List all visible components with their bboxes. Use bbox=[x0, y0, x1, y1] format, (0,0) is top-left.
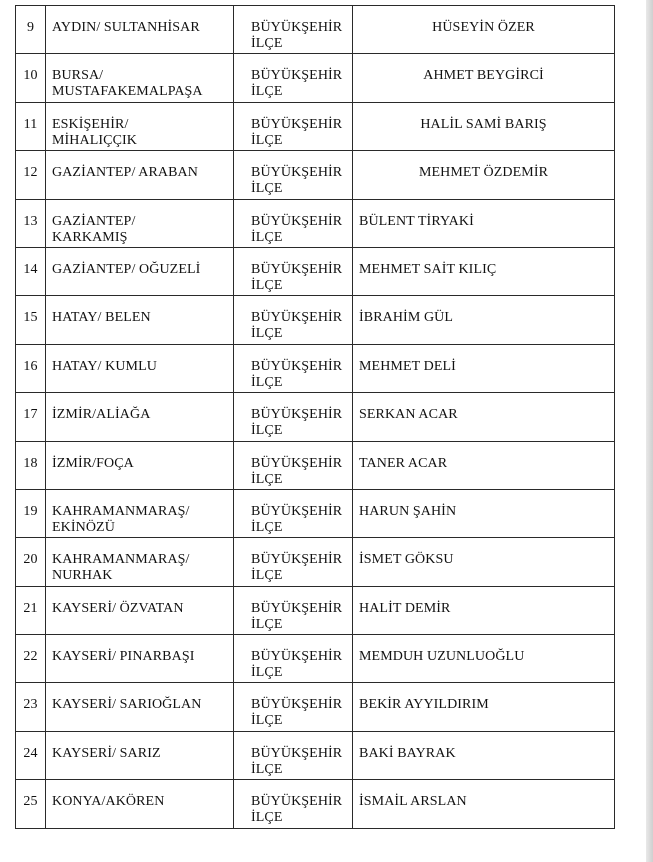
mayor-name-text: İBRAHİM GÜL bbox=[359, 310, 454, 326]
row-number-text: 14 bbox=[23, 261, 38, 277]
row-number-text: 25 bbox=[23, 794, 38, 810]
municipality-type-cell bbox=[234, 344, 353, 392]
table-row bbox=[16, 199, 615, 247]
row-number-text: 9 bbox=[26, 20, 35, 35]
province-district-cell bbox=[46, 344, 234, 392]
province-district-text: İZMİR/ALİAĞA bbox=[52, 407, 151, 423]
mayor-name-text: MEHMET DELİ bbox=[359, 358, 456, 374]
province-district-text: GAZİANTEP/ OĞUZELİ bbox=[52, 261, 201, 277]
row-number-cell bbox=[16, 199, 46, 247]
mayor-name-cell bbox=[353, 54, 615, 102]
province-district-text: GAZİANTEP/ ARABAN bbox=[52, 165, 198, 181]
municipality-type-text: BÜYÜKŞEHİR İLÇE bbox=[251, 649, 343, 681]
province-district-cell bbox=[46, 635, 234, 683]
row-number-cell bbox=[16, 247, 46, 295]
municipality-type-cell bbox=[234, 54, 353, 102]
row-number-cell bbox=[16, 296, 46, 344]
province-district-cell bbox=[46, 199, 234, 247]
row-number-cell bbox=[16, 344, 46, 392]
province-district-text: KAYSERİ/ SARIZ bbox=[52, 745, 161, 761]
province-district-cell bbox=[46, 102, 234, 150]
municipality-type-text: BÜYÜKŞEHİR İLÇE bbox=[251, 213, 343, 245]
mayor-name-text: İSMET GÖKSU bbox=[359, 552, 454, 568]
municipality-type-text: BÜYÜKŞEHİR İLÇE bbox=[251, 20, 343, 51]
mayor-name-text: HALİL SAMİ BARIŞ bbox=[420, 116, 547, 132]
province-district-text: HATAY/ BELEN bbox=[52, 310, 151, 326]
table-row bbox=[16, 393, 615, 441]
row-number-text: 16 bbox=[23, 358, 38, 374]
mayor-name-text: MEHMET ÖZDEMİR bbox=[418, 165, 549, 181]
row-number-cell bbox=[16, 6, 46, 54]
mayor-name-cell bbox=[353, 102, 615, 150]
mayor-name-cell bbox=[353, 199, 615, 247]
province-district-text: KAYSERİ/ PINARBAŞI bbox=[52, 649, 195, 665]
province-district-cell bbox=[46, 683, 234, 731]
row-number-text: 10 bbox=[23, 68, 38, 84]
table-row bbox=[16, 780, 615, 828]
table-row bbox=[16, 586, 615, 634]
table-row bbox=[16, 344, 615, 392]
table-row bbox=[16, 683, 615, 731]
municipality-type-text: BÜYÜKŞEHİR İLÇE bbox=[251, 261, 343, 293]
province-district-text: ESKİŞEHİR/ MİHALIÇÇIK bbox=[52, 116, 137, 148]
province-district-text: KAHRAMANMARAŞ/ NURHAK bbox=[52, 552, 190, 584]
province-district-cell bbox=[46, 780, 234, 828]
province-district-text: GAZİANTEP/ KARKAMIŞ bbox=[52, 213, 136, 245]
municipality-type-text: BÜYÜKŞEHİR İLÇE bbox=[251, 552, 343, 584]
province-district-text: KAHRAMANMARAŞ/ EKİNÖZÜ bbox=[52, 503, 190, 535]
row-number-text: 24 bbox=[23, 745, 38, 761]
municipality-type-cell bbox=[234, 247, 353, 295]
municipality-type-cell bbox=[234, 296, 353, 344]
mayor-list-table bbox=[15, 5, 615, 829]
municipality-type-text: BÜYÜKŞEHİR İLÇE bbox=[251, 310, 343, 342]
mayor-name-text: BÜLENT TİRYAKİ bbox=[359, 213, 474, 229]
mayor-name-text: SERKAN ACAR bbox=[359, 407, 458, 423]
mayor-name-text: AHMET BEYGİRCİ bbox=[423, 68, 544, 84]
province-district-text: KAYSERİ/ ÖZVATAN bbox=[52, 600, 184, 616]
mayor-name-cell bbox=[353, 780, 615, 828]
row-number-cell bbox=[16, 780, 46, 828]
row-number-cell bbox=[16, 635, 46, 683]
row-number-cell bbox=[16, 393, 46, 441]
table-body bbox=[16, 6, 615, 829]
row-number-cell bbox=[16, 683, 46, 731]
municipality-type-text: BÜYÜKŞEHİR İLÇE bbox=[251, 165, 343, 197]
municipality-type-text: BÜYÜKŞEHİR İLÇE bbox=[251, 455, 343, 487]
row-number-cell bbox=[16, 731, 46, 779]
mayor-name-cell bbox=[353, 635, 615, 683]
row-number-text: 17 bbox=[23, 407, 38, 423]
table-row bbox=[16, 635, 615, 683]
province-district-text: İZMİR/FOÇA bbox=[52, 455, 134, 471]
mayor-name-text: MEMDUH UZUNLUOĞLU bbox=[359, 649, 525, 665]
row-number-text: 18 bbox=[23, 455, 38, 471]
municipality-type-cell bbox=[234, 199, 353, 247]
mayor-name-cell bbox=[353, 247, 615, 295]
mayor-name-text: BAKİ BAYRAK bbox=[359, 745, 456, 761]
table-row bbox=[16, 441, 615, 489]
municipality-type-cell bbox=[234, 6, 353, 54]
province-district-text: KAYSERİ/ SARIOĞLAN bbox=[52, 697, 202, 713]
row-number-text: 23 bbox=[23, 697, 38, 713]
province-district-cell bbox=[46, 538, 234, 586]
province-district-cell bbox=[46, 489, 234, 537]
province-district-cell bbox=[46, 247, 234, 295]
mayor-name-cell bbox=[353, 586, 615, 634]
province-district-cell bbox=[46, 151, 234, 199]
table-row bbox=[16, 151, 615, 199]
mayor-name-text: TANER ACAR bbox=[359, 455, 448, 471]
row-number-cell bbox=[16, 586, 46, 634]
province-district-text: BURSA/ MUSTAFAKEMALPAŞA bbox=[52, 68, 203, 100]
mayor-name-cell bbox=[353, 538, 615, 586]
municipality-type-cell bbox=[234, 489, 353, 537]
municipality-type-text: BÜYÜKŞEHİR İLÇE bbox=[251, 745, 343, 777]
page-edge-shadow bbox=[646, 0, 653, 862]
province-district-text: AYDIN/ SULTANHİSAR bbox=[52, 20, 200, 35]
municipality-type-cell bbox=[234, 393, 353, 441]
row-number-text: 15 bbox=[23, 310, 38, 326]
row-number-cell bbox=[16, 538, 46, 586]
municipality-type-text: BÜYÜKŞEHİR İLÇE bbox=[251, 116, 343, 148]
mayor-name-cell bbox=[353, 731, 615, 779]
table-row bbox=[16, 489, 615, 537]
mayor-name-cell bbox=[353, 6, 615, 54]
row-number-text: 19 bbox=[23, 503, 38, 519]
mayor-name-cell bbox=[353, 296, 615, 344]
table-row bbox=[16, 102, 615, 150]
province-district-cell bbox=[46, 731, 234, 779]
table-row bbox=[16, 247, 615, 295]
municipality-type-cell bbox=[234, 151, 353, 199]
table-row bbox=[16, 538, 615, 586]
row-number-text: 13 bbox=[23, 213, 38, 229]
row-number-cell bbox=[16, 489, 46, 537]
municipality-type-text: BÜYÜKŞEHİR İLÇE bbox=[251, 503, 343, 535]
municipality-type-cell bbox=[234, 441, 353, 489]
municipality-type-cell bbox=[234, 731, 353, 779]
municipality-type-text: BÜYÜKŞEHİR İLÇE bbox=[251, 697, 343, 729]
row-number-text: 20 bbox=[23, 552, 38, 568]
province-district-cell bbox=[46, 296, 234, 344]
mayor-name-text: İSMAİL ARSLAN bbox=[359, 794, 467, 810]
municipality-type-text: BÜYÜKŞEHİR İLÇE bbox=[251, 600, 343, 632]
province-district-text: HATAY/ KUMLU bbox=[52, 358, 157, 374]
municipality-type-cell bbox=[234, 586, 353, 634]
row-number-cell bbox=[16, 102, 46, 150]
mayor-name-cell bbox=[353, 489, 615, 537]
mayor-name-text: HÜSEYİN ÖZER bbox=[432, 20, 535, 35]
province-district-cell bbox=[46, 393, 234, 441]
municipality-type-text: BÜYÜKŞEHİR İLÇE bbox=[251, 794, 343, 826]
row-number-text: 11 bbox=[23, 116, 38, 132]
municipality-type-cell bbox=[234, 780, 353, 828]
row-number-cell bbox=[16, 151, 46, 199]
row-number-text: 22 bbox=[23, 649, 38, 665]
mayor-name-cell bbox=[353, 393, 615, 441]
province-district-cell bbox=[46, 586, 234, 634]
table-row bbox=[16, 6, 615, 54]
municipality-type-cell bbox=[234, 635, 353, 683]
municipality-type-cell bbox=[234, 102, 353, 150]
province-district-cell bbox=[46, 54, 234, 102]
municipality-type-text: BÜYÜKŞEHİR İLÇE bbox=[251, 68, 343, 100]
municipality-type-text: BÜYÜKŞEHİR İLÇE bbox=[251, 358, 343, 390]
mayor-name-text: MEHMET SAİT KILIÇ bbox=[359, 261, 497, 277]
row-number-text: 12 bbox=[23, 165, 38, 181]
row-number-cell bbox=[16, 54, 46, 102]
mayor-name-cell bbox=[353, 441, 615, 489]
mayor-name-text: BEKİR AYYILDIRIM bbox=[359, 697, 489, 713]
row-number-text: 21 bbox=[23, 600, 38, 616]
province-district-cell bbox=[46, 6, 234, 54]
table-row bbox=[16, 296, 615, 344]
municipality-type-cell bbox=[234, 538, 353, 586]
province-district-text: KONYA/AKÖREN bbox=[52, 794, 165, 810]
row-number-cell bbox=[16, 441, 46, 489]
table-row bbox=[16, 54, 615, 102]
mayor-name-text: HARUN ŞAHİN bbox=[359, 503, 457, 519]
municipality-type-text: BÜYÜKŞEHİR İLÇE bbox=[251, 407, 343, 439]
municipality-type-cell bbox=[234, 683, 353, 731]
mayor-name-cell bbox=[353, 151, 615, 199]
mayor-name-cell bbox=[353, 683, 615, 731]
province-district-cell bbox=[46, 441, 234, 489]
mayor-name-cell bbox=[353, 344, 615, 392]
mayor-name-text: HALİT DEMİR bbox=[359, 600, 451, 616]
table-row bbox=[16, 731, 615, 779]
